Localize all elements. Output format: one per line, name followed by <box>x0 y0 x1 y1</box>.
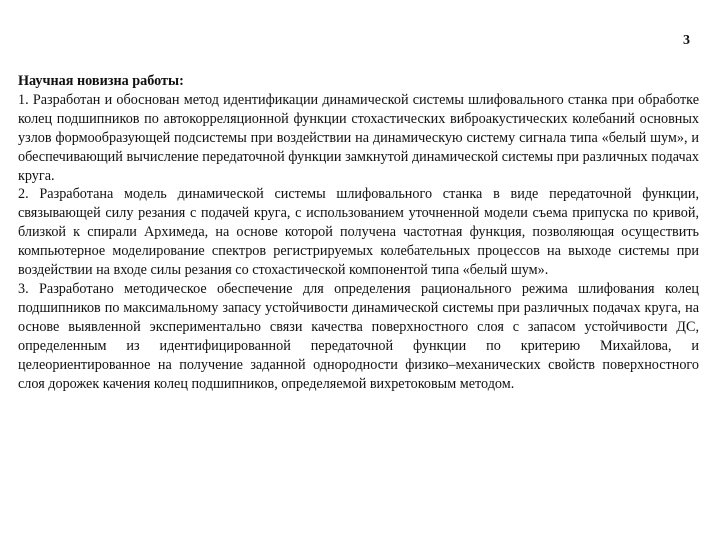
page-number: 3 <box>683 33 690 48</box>
section-heading: Научная новизна работы: <box>18 73 184 89</box>
paragraph-2: 2. Разработана модель динамической системы шлифовального станка в виде передаточной функции, связывающей силу резания с подачей круга, с использованием уточненной модели съема припуска по кривой, близкой к спирали Архимеда, на основе которой получена частотная функция, позволяющая осуществить компьютерное моделирование спектров регистрируемых колебательных процессов на выходе системы при воздействии на входе силы резания со стохастической компонентой типа «белый шум». <box>18 186 699 279</box>
document-body <box>18 72 699 393</box>
paragraph-1: 1. Разработан и обоснован метод идентификации динамической системы шлифовального станка при обработке колец подшипников по автокорреляционной функции стохастических виброакустических колебаний основных узлов формообразующей подсистемы при воздействии на динамическую систему сигнала типа «белый шум», и обеспечивающий вычисление передаточной функции замкнутой динамической системы при различных подачах круга. <box>18 91 699 184</box>
paragraph-3: 3. Разработано методическое обеспечение для определения рационального режима шлифования колец подшипников по максимальному запасу устойчивости динамической системы при различных подачах круга, на основе выявленной экспериментально связи качества поверхностного слоя с запасом устойчивости ДС, определенным из идентифицированной передаточной функции по критерию Михайлова, и целеориентированное на получение заданной однородности физико–механических свойств поверхностного слоя дорожек качения колец подшипников, определяемой вихретоковым методом. <box>18 280 699 392</box>
